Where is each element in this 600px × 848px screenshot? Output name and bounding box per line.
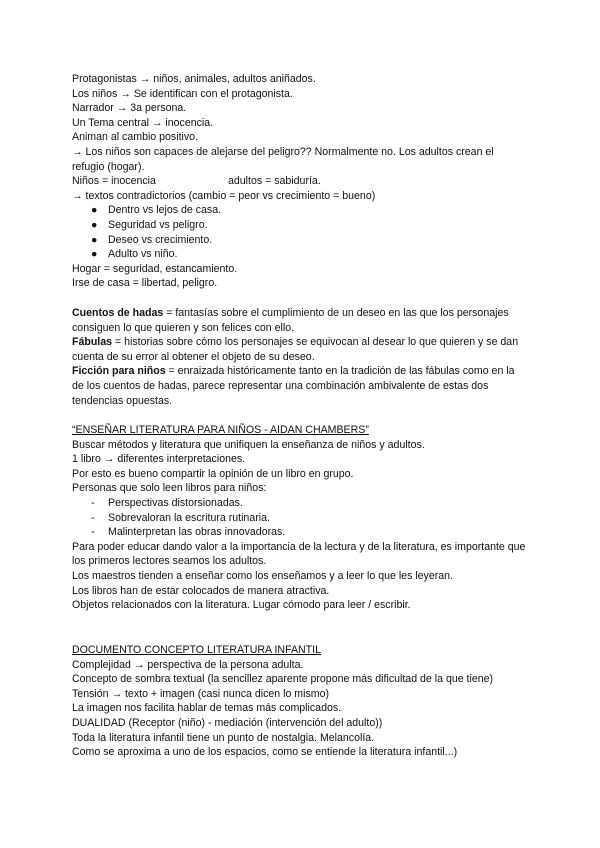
text-line: Irse de casa = libertad, peligro.: [72, 277, 218, 290]
text-line: Como se aproxima a uno de los espacios, como se entiende la literatura infantil...): [72, 746, 458, 759]
definition-term: Cuentos de hadas: [72, 307, 164, 319]
text-paragraph: Para poder educar dando valor a la importancia de la lectura y de la literatura, es importante que los primeros lectores seamos los adultos.: [72, 540, 526, 568]
text-line: Los niños → Se identifican con el protagonista.: [72, 87, 293, 100]
text-line: Hogar = seguridad, estancamiento.: [72, 262, 238, 275]
list-item: - Sobrevaloran la escritura rutinaria.: [91, 511, 270, 524]
text-line: Concepto de sombra textual (la sencillez aparente propone más dificultad de la que tiene): [72, 673, 494, 686]
ninos-label: Niños = inocencia: [72, 175, 156, 188]
list-item: - Malinterpretan las obras innovadoras.: [91, 526, 286, 539]
bullet-icon: ●: [91, 204, 98, 217]
text-paragraph: → Los niños son capaces de alejarse del peligro?? Normalmente no. Los adultos crean el refugio (hogar).: [72, 145, 494, 173]
text-line: Los maestros tienden a enseñar como los enseñamos y a leer lo que les leyeran.: [72, 569, 454, 582]
definition-ficcion: Ficción para niños = enraizada históricamente tanto en la tradición de las fábulas como en la de los cuentos de hadas, parece representar una combinación ambivalente de estas dos tendencias opuestas.: [72, 365, 515, 407]
definition-term: Ficción para niños: [72, 365, 166, 378]
list-item: - Perspectivas distorsionadas.: [91, 496, 243, 509]
list-item: ● Dentro vs lejos de casa.: [91, 204, 222, 217]
section-heading: DOCUMENTO CONCEPTO LITERATURA INFANTIL: [72, 644, 321, 656]
dash-marker: -: [91, 496, 95, 509]
bullet-icon: ●: [91, 248, 98, 261]
text-line: Complejidad → perspectiva de la persona adulta.: [72, 658, 304, 671]
bullet-icon: ●: [91, 233, 98, 246]
text-line: Tensión → texto + imagen (casi nunca dicen lo mismo): [72, 687, 330, 700]
text-line: Personas que solo leen libros para niños:: [72, 482, 267, 495]
dash-marker: -: [91, 511, 95, 524]
dash-marker: -: [91, 526, 95, 539]
definition-term: Fábulas: [72, 336, 113, 349]
bullet-icon: ●: [91, 218, 98, 231]
text-line: Los libros han de estar colocados de manera atractiva.: [72, 584, 330, 597]
adultos-label: adultos = sabiduría.: [228, 175, 321, 188]
text-line: Buscar métodos y literatura que unifiquen la enseñanza de niños y adultos.: [72, 438, 425, 451]
definition-cuentos: Cuentos de hadas = fantasías sobre el cumplimiento de un deseo en las que los personajes consiguen lo que quieren y son felices con ello.: [72, 307, 509, 334]
section-definitions: [72, 306, 528, 408]
section-intro: [72, 72, 528, 291]
text-line: Toda la literatura infantil tiene un punto de nostalgia. Melancolía.: [72, 731, 375, 744]
text-line: DUALIDAD (Receptor (niño) - mediación (intervención del adulto)): [72, 716, 383, 729]
list-item: ● Deseo vs crecimiento.: [91, 233, 213, 246]
text-line: Un Tema central → inocencia.: [72, 116, 214, 129]
text-line-ninos: [72, 174, 528, 189]
list-item: ● Adulto vs niño.: [91, 248, 178, 261]
section-heading: “ENSEÑAR LITERATURA PARA NIÑOS - AIDAN CHAMBERS”: [72, 424, 369, 436]
text-line: → textos contradictorios (cambio = peor vs crecimiento = bueno): [72, 189, 376, 202]
text-line: Objetos relacionados con la literatura. Lugar cómodo para leer / escribir.: [72, 599, 411, 612]
text-line: Protagonistas → niños, animales, adultos aniñados.: [72, 73, 316, 85]
text-line: Narrador → 3a persona.: [72, 102, 187, 115]
text-line: Por esto es bueno compartir la opinión de un libro en grupo.: [72, 467, 354, 480]
section-chambers: [72, 423, 528, 613]
section-concepto: [72, 643, 528, 760]
text-line: Animan al cambio positivo.: [72, 131, 199, 144]
list-item: ● Seguridad vs peligro.: [91, 218, 208, 231]
text-line: 1 libro → diferentes interpretaciones.: [72, 453, 246, 466]
text-line: La imagen nos facilita hablar de temas más complicados.: [72, 702, 342, 715]
definition-fabulas: Fábulas = historias sobre cómo los personajes se equivocan al desear lo que quieren y se dan cuenta de su error al obtener el objeto de su deseo.: [72, 336, 519, 363]
